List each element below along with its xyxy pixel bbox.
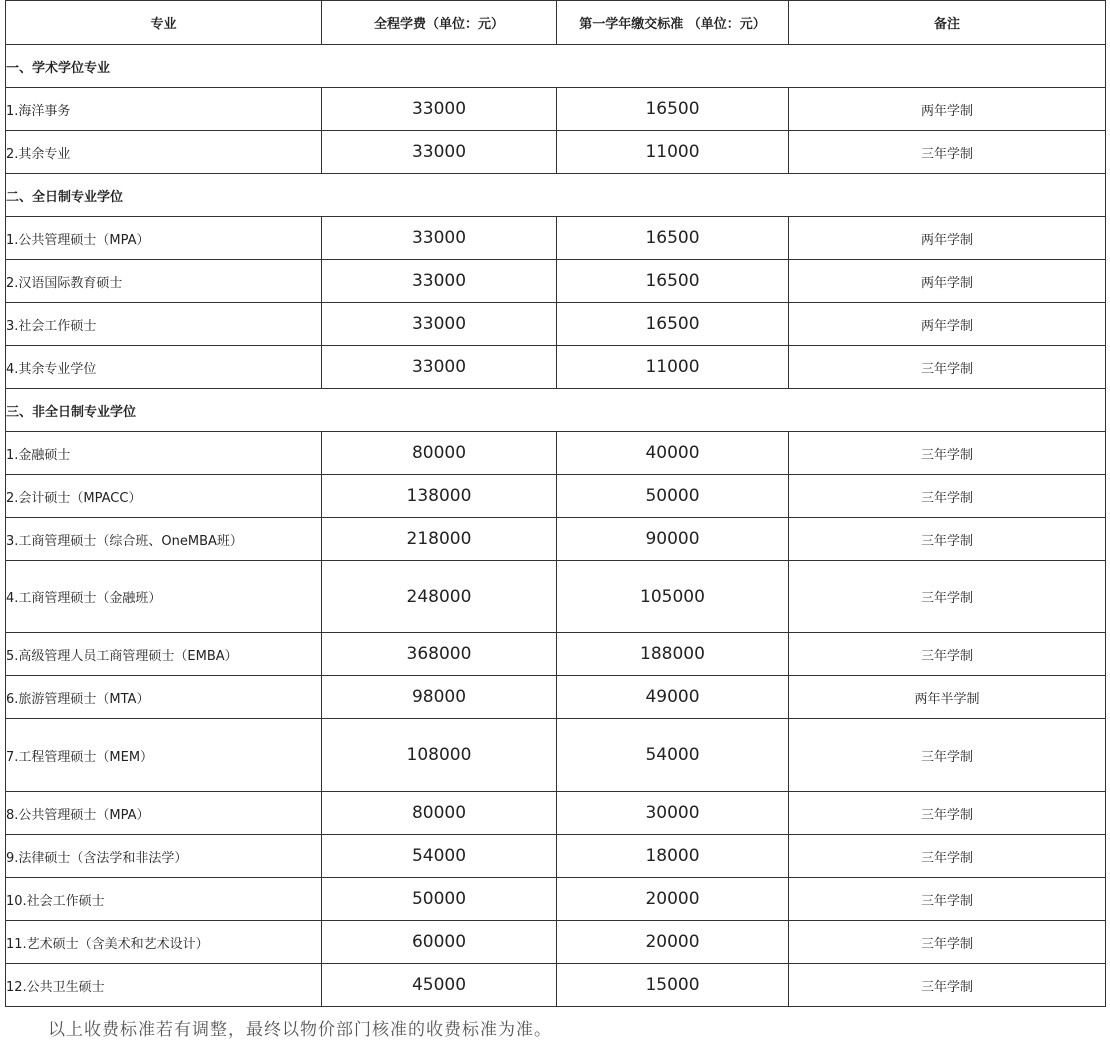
row-total-fee: 60000 xyxy=(322,921,557,964)
row-first-year: 16500 xyxy=(557,88,789,131)
table-row xyxy=(6,475,1106,518)
row-total-fee: 33000 xyxy=(322,260,557,303)
row-total-fee: 33000 xyxy=(322,131,557,174)
table-row xyxy=(6,633,1106,676)
row-first-year: 20000 xyxy=(557,921,789,964)
row-major: 6.旅游管理硕士（MTA） xyxy=(6,676,322,719)
table-row xyxy=(6,561,1106,633)
row-first-year: 30000 xyxy=(557,792,789,835)
row-note: 三年学制 xyxy=(789,561,1106,633)
header-note: 备注 xyxy=(789,1,1106,45)
row-first-year: 188000 xyxy=(557,633,789,676)
row-note: 两年学制 xyxy=(789,88,1106,131)
table-row xyxy=(6,835,1106,878)
row-major: 2.会计硕士（MPACC） xyxy=(6,475,322,518)
table-row xyxy=(6,792,1106,835)
row-note: 两年半学制 xyxy=(789,676,1106,719)
table-row xyxy=(6,921,1106,964)
row-note: 三年学制 xyxy=(789,518,1106,561)
row-major: 11.艺术硕士（含美术和艺术设计） xyxy=(6,921,322,964)
table-row xyxy=(6,346,1106,389)
row-major: 7.工程管理硕士（MEM） xyxy=(6,719,322,792)
row-major: 4.其余专业学位 xyxy=(6,346,322,389)
row-note: 三年学制 xyxy=(789,835,1106,878)
row-first-year: 49000 xyxy=(557,676,789,719)
table-row xyxy=(6,88,1106,131)
row-first-year: 54000 xyxy=(557,719,789,792)
row-total-fee: 33000 xyxy=(322,217,557,260)
row-major: 8.公共管理硕士（MPA） xyxy=(6,792,322,835)
row-note: 三年学制 xyxy=(789,432,1106,475)
row-note: 两年学制 xyxy=(789,217,1106,260)
row-first-year: 15000 xyxy=(557,964,789,1007)
footnote: 以上收费标准若有调整，最终以物价部门核准的收费标准为准。 xyxy=(48,1020,552,1040)
row-total-fee: 368000 xyxy=(322,633,557,676)
row-note: 三年学制 xyxy=(789,878,1106,921)
row-major: 12.公共卫生硕士 xyxy=(6,964,322,1007)
row-total-fee: 80000 xyxy=(322,432,557,475)
header-row xyxy=(6,1,1106,45)
row-first-year: 90000 xyxy=(557,518,789,561)
row-first-year: 16500 xyxy=(557,217,789,260)
row-total-fee: 218000 xyxy=(322,518,557,561)
row-major: 1.公共管理硕士（MPA） xyxy=(6,217,322,260)
section-row xyxy=(6,389,1106,432)
section-row xyxy=(6,174,1106,217)
row-first-year: 40000 xyxy=(557,432,789,475)
header-first-year: 第一学年缴交标准 （单位：元） xyxy=(557,1,789,45)
row-major: 1.金融硕士 xyxy=(6,432,322,475)
table-row xyxy=(6,719,1106,792)
table-row xyxy=(6,878,1106,921)
row-major: 2.汉语国际教育硕士 xyxy=(6,260,322,303)
row-total-fee: 33000 xyxy=(322,303,557,346)
row-total-fee: 248000 xyxy=(322,561,557,633)
row-first-year: 50000 xyxy=(557,475,789,518)
section-title: 三、非全日制专业学位 xyxy=(6,389,1106,432)
row-note: 三年学制 xyxy=(789,719,1106,792)
header-major: 专业 xyxy=(6,1,322,45)
row-note: 三年学制 xyxy=(789,633,1106,676)
row-total-fee: 98000 xyxy=(322,676,557,719)
table-row xyxy=(6,518,1106,561)
table-row xyxy=(6,303,1106,346)
section-title: 一、学术学位专业 xyxy=(6,45,1106,88)
table-row xyxy=(6,676,1106,719)
table-row xyxy=(6,131,1106,174)
row-total-fee: 138000 xyxy=(322,475,557,518)
row-total-fee: 33000 xyxy=(322,346,557,389)
row-total-fee: 33000 xyxy=(322,88,557,131)
row-note: 三年学制 xyxy=(789,131,1106,174)
table-row xyxy=(6,217,1106,260)
row-major: 2.其余专业 xyxy=(6,131,322,174)
row-first-year: 105000 xyxy=(557,561,789,633)
table-row xyxy=(6,260,1106,303)
table-row xyxy=(6,432,1106,475)
row-first-year: 18000 xyxy=(557,835,789,878)
row-note: 三年学制 xyxy=(789,921,1106,964)
row-first-year: 20000 xyxy=(557,878,789,921)
row-note: 三年学制 xyxy=(789,475,1106,518)
header-total-fee: 全程学费（单位：元） xyxy=(322,1,557,45)
row-major: 3.工商管理硕士（综合班、OneMBA班） xyxy=(6,518,322,561)
row-total-fee: 54000 xyxy=(322,835,557,878)
row-note: 三年学制 xyxy=(789,346,1106,389)
row-major: 9.法律硕士（含法学和非法学） xyxy=(6,835,322,878)
row-note: 两年学制 xyxy=(789,303,1106,346)
row-total-fee: 108000 xyxy=(322,719,557,792)
row-major: 5.高级管理人员工商管理硕士（EMBA） xyxy=(6,633,322,676)
row-major: 1.海洋事务 xyxy=(6,88,322,131)
row-first-year: 11000 xyxy=(557,131,789,174)
row-major: 10.社会工作硕士 xyxy=(6,878,322,921)
row-major: 4.工商管理硕士（金融班） xyxy=(6,561,322,633)
row-total-fee: 50000 xyxy=(322,878,557,921)
tuition-table xyxy=(5,0,1106,1007)
row-note: 三年学制 xyxy=(789,964,1106,1007)
row-major: 3.社会工作硕士 xyxy=(6,303,322,346)
row-total-fee: 80000 xyxy=(322,792,557,835)
section-row xyxy=(6,45,1106,88)
row-first-year: 11000 xyxy=(557,346,789,389)
row-note: 两年学制 xyxy=(789,260,1106,303)
section-title: 二、全日制专业学位 xyxy=(6,174,1106,217)
row-first-year: 16500 xyxy=(557,260,789,303)
row-note: 三年学制 xyxy=(789,792,1106,835)
row-total-fee: 45000 xyxy=(322,964,557,1007)
table-row xyxy=(6,964,1106,1007)
row-first-year: 16500 xyxy=(557,303,789,346)
